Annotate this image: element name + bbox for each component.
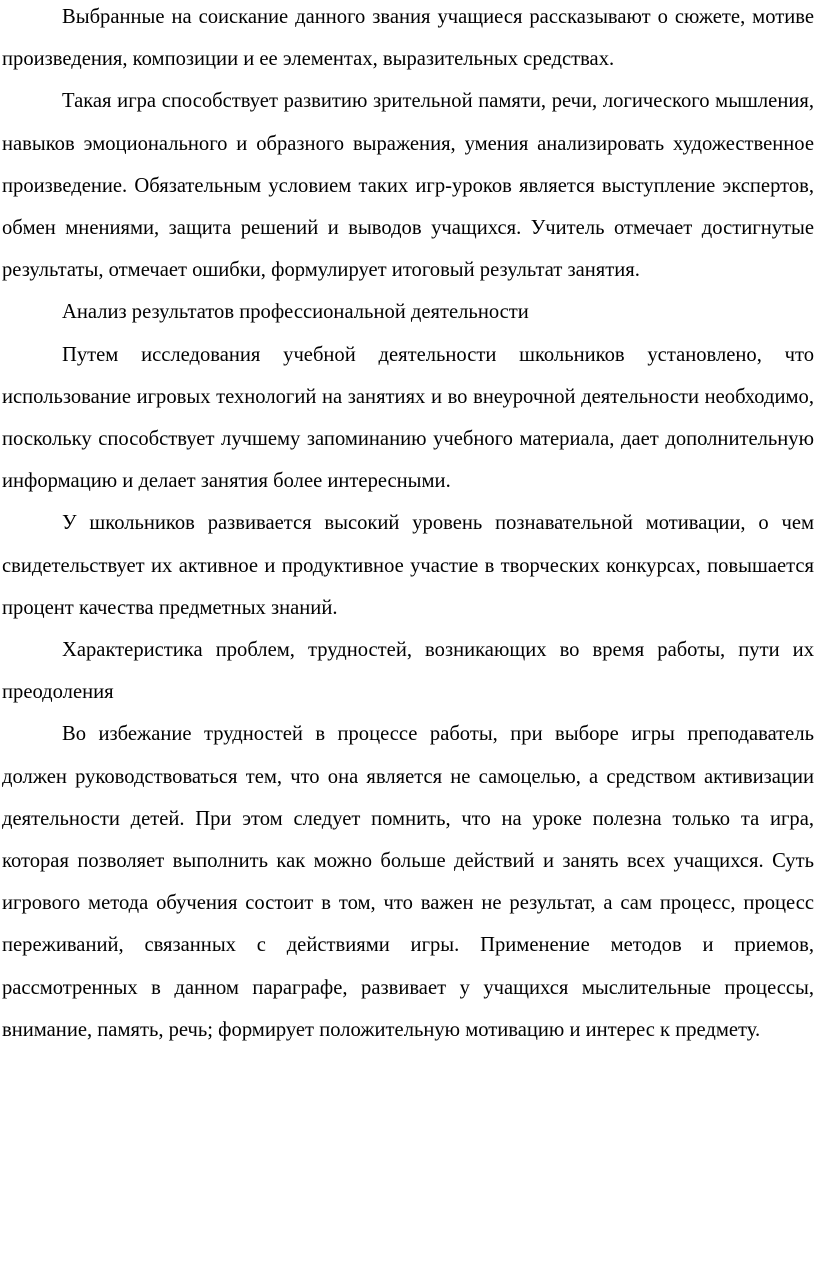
paragraph-game-benefits: Такая игра способствует развитию зрительной памяти, речи, логического мышления, навыков эмоционального и образного выражения, умения анализировать художественное произведение. Обязательным условием таких игр-уроков является выступление экспертов, обмен мнениями, защита решений и выводов учащихся. Учитель отмечает достигнутые результаты, отмечает ошибки, формулирует итоговый результат занятия.	[2, 90, 814, 282]
document-body	[2, 0, 814, 1051]
paragraph-intro: Выбранные на соискание данного звания учащиеся рассказывают о сюжете, мотиве произведения, композиции и ее элементах, выразительных средствах.	[2, 6, 814, 71]
paragraph-difficulties: Во избежание трудностей в процессе работы, при выборе игры преподаватель должен руководствоваться тем, что она является не самоцелью, а средством активизации деятельности детей. При этом следует помнить, что на уроке полезна только та игра, которая позволяет выполнить как можно больше действий и занять всех учащихся. Суть игрового метода обучения состоит в том, что важен не результат, а сам процесс, процесс переживаний, связанных с действиями игры. Применение методов и приемов, рассмотренных в данном параграфе, развивает у учащихся мыслительные процессы, внимание, память, речь; формирует положительную мотивацию и интерес к предмету.	[2, 723, 814, 1041]
paragraph-motivation: У школьников развивается высокий уровень познавательной мотивации, о чем свидетельствует их активное и продуктивное участие в творческих конкурсах, повышается процент качества предметных знаний.	[2, 512, 814, 619]
section-heading-analysis: Анализ результатов профессиональной деятельности	[62, 301, 529, 324]
section-heading-problems: Характеристика проблем, трудностей, возникающих во время работы, пути их преодоления	[2, 639, 814, 704]
paragraph-research: Путем исследования учебной деятельности школьников установлено, что использование игровых технологий на занятиях и во внеурочной деятельности необходимо, поскольку способствует лучшему запоминанию учебного материала, дает дополнительную информацию и делает занятия более интересными.	[2, 343, 814, 493]
